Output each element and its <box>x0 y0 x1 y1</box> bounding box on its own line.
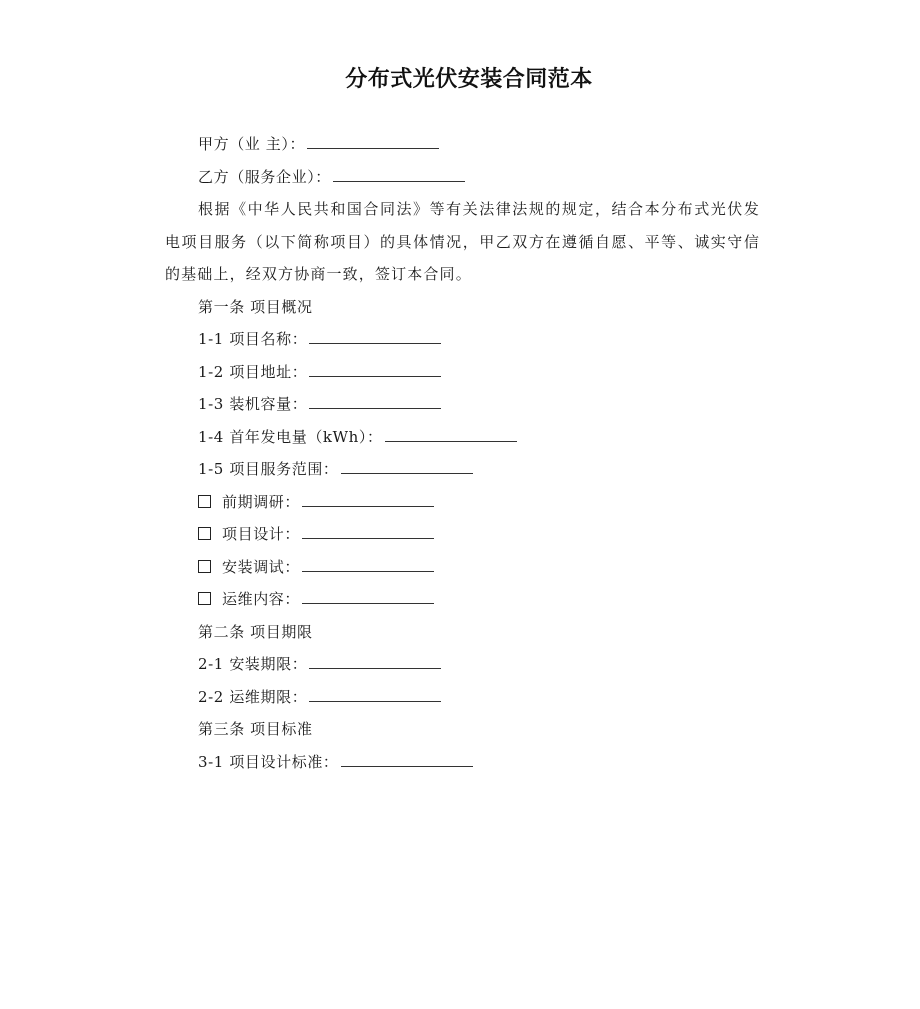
item-1-2-line <box>165 356 760 389</box>
item-1-1-blank[interactable] <box>309 329 441 344</box>
item-label: 1-4 首年发电量（kWh）： <box>198 427 383 446</box>
item-1-2-blank[interactable] <box>309 362 441 377</box>
party-a-label: 甲方（业 主）： <box>198 135 306 153</box>
install-blank[interactable] <box>302 557 434 572</box>
item-label: 1-3 装机容量： <box>198 395 308 413</box>
document-body <box>165 128 760 778</box>
item-2-1-line <box>165 648 760 681</box>
checkbox-line-maintenance <box>165 583 760 616</box>
article-1-heading: 第一条 项目概况 <box>198 297 313 316</box>
item-1-5-line <box>165 453 760 486</box>
item-3-1-blank[interactable] <box>341 752 473 767</box>
checkbox-label: 安装调试： <box>222 557 301 576</box>
item-2-2-line <box>165 681 760 714</box>
item-1-1-line <box>165 323 760 356</box>
checkbox-line-install <box>165 551 760 584</box>
item-1-3-blank[interactable] <box>309 394 441 409</box>
item-label: 2-1 安装期限： <box>198 655 308 673</box>
item-label: 3-1 项目设计标准： <box>198 752 339 771</box>
item-label: 1-1 项目名称： <box>198 330 308 348</box>
item-2-2-blank[interactable] <box>309 687 441 702</box>
checkbox-line-research <box>165 486 760 519</box>
document-title: 分布式光伏安装合同范本 <box>345 67 593 92</box>
checkbox-research[interactable] <box>198 495 211 508</box>
article-3-heading: 第三条 项目标准 <box>198 720 313 738</box>
item-1-5-blank[interactable] <box>341 459 473 474</box>
item-label: 1-5 项目服务范围： <box>198 460 339 478</box>
checkbox-label: 前期调研： <box>222 492 301 511</box>
item-1-3-line <box>165 388 760 421</box>
checkbox-design[interactable] <box>198 527 211 540</box>
article-2-heading: 第二条 项目期限 <box>198 622 313 641</box>
checkbox-label: 项目设计： <box>222 525 301 543</box>
checkbox-install[interactable] <box>198 560 211 573</box>
maintenance-blank[interactable] <box>302 589 434 604</box>
design-blank[interactable] <box>302 524 434 539</box>
party-a-line <box>165 128 760 161</box>
item-label: 2-2 运维期限： <box>198 687 308 706</box>
party-a-blank[interactable] <box>307 134 439 149</box>
item-1-4-line <box>165 421 760 454</box>
preamble-paragraph: 根据《中华人民共和国合同法》等有关法律法规的规定，结合本分布式光伏发电项目服务（以下简称项目）的具体情况，甲乙双方在遵循自愿、平等、诚实守信的基础上，经双方协商一致，签订本合同。 <box>165 200 760 283</box>
checkbox-label: 运维内容： <box>222 590 301 608</box>
checkbox-maintenance[interactable] <box>198 592 211 605</box>
research-blank[interactable] <box>302 492 434 507</box>
party-b-line <box>165 161 760 194</box>
item-1-4-blank[interactable] <box>385 427 517 442</box>
item-3-1-line <box>165 746 760 779</box>
party-b-label: 乙方（服务企业）： <box>198 167 331 186</box>
checkbox-line-design <box>165 518 760 551</box>
item-label: 1-2 项目地址： <box>198 362 308 381</box>
party-b-blank[interactable] <box>333 167 465 182</box>
item-2-1-blank[interactable] <box>309 654 441 669</box>
